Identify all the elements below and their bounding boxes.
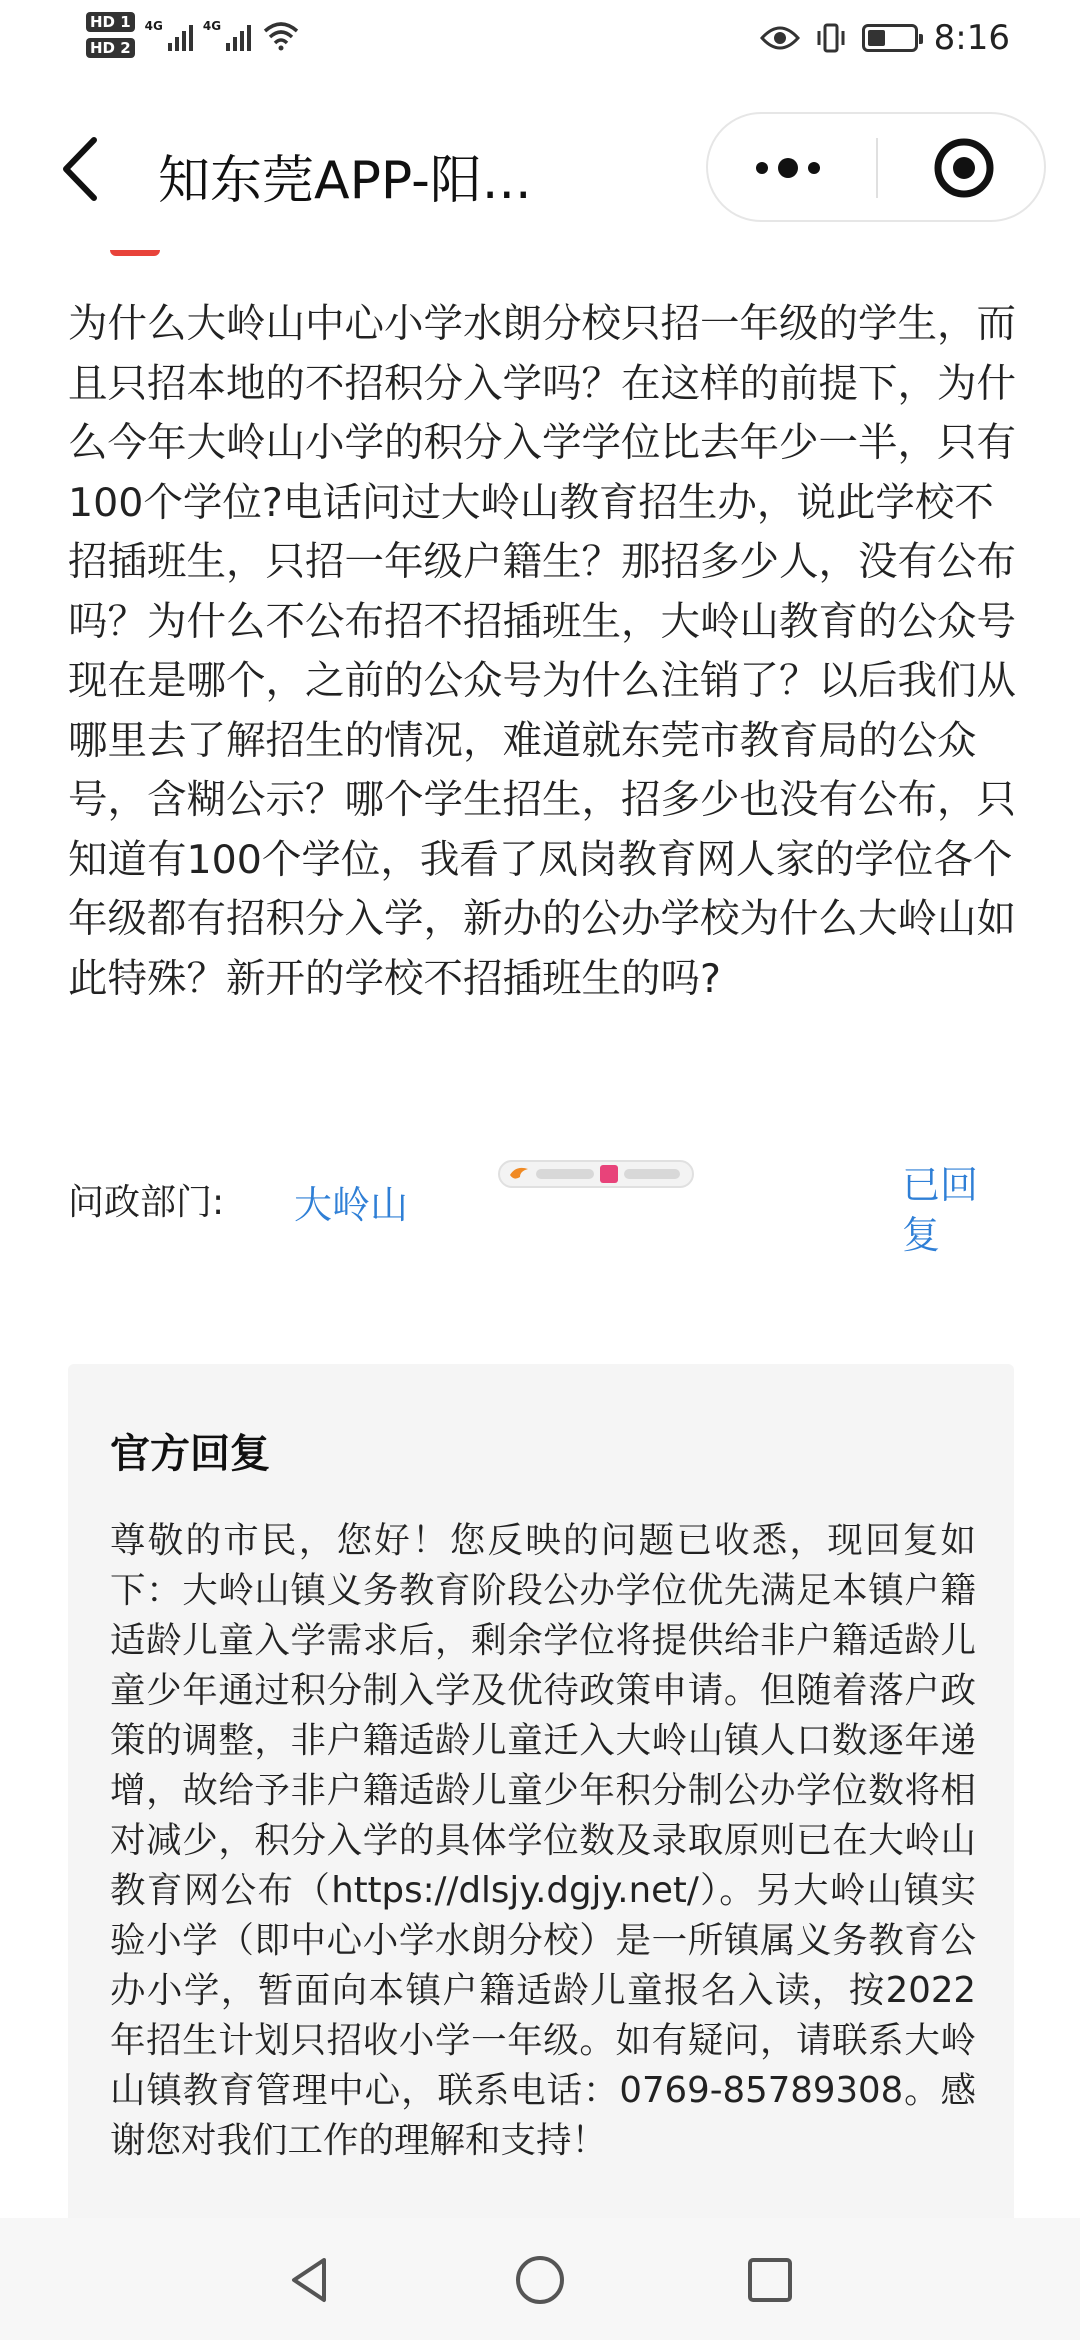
vibrate-icon xyxy=(816,22,846,54)
square-recent-icon[interactable] xyxy=(740,2250,800,2310)
reply-body: 尊敬的市民，您好！您反映的问题已收悉，现回复如下：大岭山镇义务教育阶段公办学位优先满足本镇户籍适龄儿童入学需求后，剩余学位将提供给非户籍适龄儿童少年通过积分制入学及优待政策申请。但随着落户政策的调整，非户籍适龄儿童迁入大岭山镇人口数逐年递增，故给予非户籍适龄儿童少年积分制公办学位数将相对减少，积分入学的具体学位数及录取原则已在大岭山教育网公布（https://dlsjy.dgjy.net/）。另大岭山镇实验小学（即中心小学水朗分校）是一所镇属义务教育公办小学，暂面向本镇户籍适龄儿童报名入读，按2022年招生计划只招收小学一年级。如有疑问，请联系大岭山镇教育管理中心，联系电话：0769-85789308。感谢您对我们工作的理解和支持！ xyxy=(110,1520,976,2161)
signal-icon xyxy=(145,19,193,51)
network1-label: 4G xyxy=(144,19,163,33)
sim1-badge: HD 1 xyxy=(86,12,135,32)
department-link[interactable]: 大岭山 xyxy=(294,1183,409,1227)
status-right xyxy=(760,18,1010,58)
decorative-mark xyxy=(110,250,160,256)
reply-title: 官方回复 xyxy=(110,1431,270,1477)
sim-badges xyxy=(86,12,135,58)
status-bar xyxy=(0,0,1080,80)
mini-program-capsule xyxy=(706,112,1046,222)
target-close-icon[interactable] xyxy=(932,136,996,200)
watermark-bar xyxy=(536,1169,594,1179)
reply-status-badge: 已回复 xyxy=(902,1163,979,1257)
more-dots-icon[interactable] xyxy=(756,158,820,178)
department-row xyxy=(68,1160,1018,1280)
official-reply-card xyxy=(68,1364,1014,2340)
watermark-bar xyxy=(624,1169,680,1179)
battery-icon xyxy=(862,24,918,52)
signal-icon xyxy=(203,19,251,51)
network2-label: 4G xyxy=(202,19,222,33)
page-title: 知东莞APP-阳... xyxy=(158,151,532,211)
system-nav-bar xyxy=(0,2218,1080,2340)
eye-icon xyxy=(760,24,800,52)
status-left xyxy=(86,12,301,58)
department-label: 问政部门: xyxy=(68,1182,225,1223)
sim2-badge: HD 2 xyxy=(86,38,135,58)
bird-logo-icon xyxy=(508,1165,530,1183)
title-bar xyxy=(0,100,1080,240)
watermark-badge xyxy=(498,1160,694,1188)
app-logo-icon xyxy=(600,1165,618,1183)
circle-home-icon[interactable] xyxy=(510,2250,570,2310)
chevron-left-icon[interactable] xyxy=(56,134,106,204)
wifi-icon xyxy=(261,19,301,51)
capsule-divider xyxy=(876,138,878,198)
triangle-back-icon[interactable] xyxy=(280,2250,340,2310)
battery-fill xyxy=(868,30,886,46)
question-text: 为什么大岭山中心小学水朗分校只招一年级的学生，而且只招本地的不招积分入学吗？在这样的前提下，为什么今年大岭山小学的积分入学学位比去年少一半，只有100个学位?电话问过大岭山教育招生办，说此学校不招插班生，只招一年级户籍生？那招多少人，没有公布吗？为什么不公布招不招插班生，大岭山教育的公众号现在是哪个，之前的公众号为什么注销了？以后我们从哪里去了解招生的情况，难道就东莞市教育局的公众号，含糊公示？哪个学生招生，招多少也没有公布，只知道有100个学位，我看了凤岗教育网人家的学位各个年级都有招积分入学，新办的公办学校为什么大岭山如此特殊？新开的学校不招插班生的吗? xyxy=(68,301,1016,1002)
clock: 8:16 xyxy=(933,18,1010,58)
